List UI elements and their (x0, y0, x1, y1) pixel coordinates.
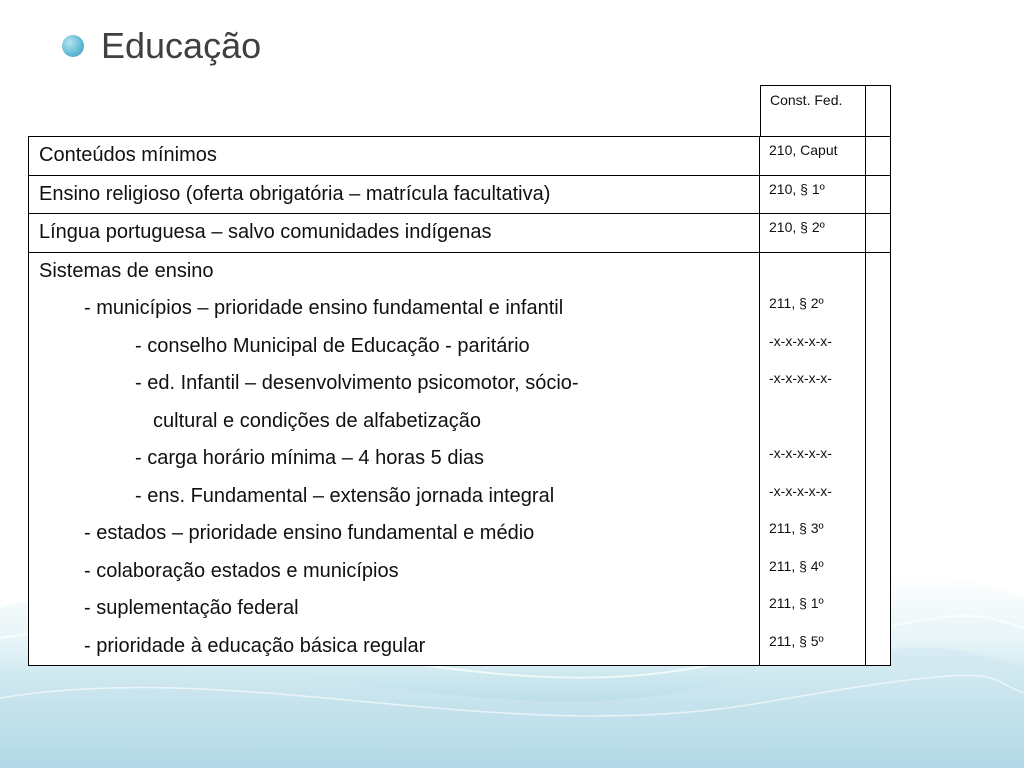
article-reference: 211, § 5º (769, 632, 824, 649)
bullet-icon (62, 35, 84, 57)
topic-cell (29, 176, 760, 214)
topic-text: Sistemas de ensino (39, 259, 214, 282)
topic-text: Ensino religioso (oferta obrigatória – matrícula facultativa) (39, 182, 551, 205)
empty-cell (866, 253, 890, 666)
topic-text: cultural e condições de alfabetização (153, 409, 481, 432)
topic-text: - municípios – prioridade ensino fundamental e infantil (84, 297, 564, 319)
topic-text: - ens. Fundamental – extensão jornada integral (135, 484, 555, 507)
topic-cell (29, 253, 760, 666)
article-reference: -x-x-x-x-x- (769, 370, 832, 386)
article-reference (760, 253, 865, 291)
reference-cell (760, 253, 866, 666)
topic-text: - estados – prioridade ensino fundamental e médio (84, 522, 535, 544)
article-reference: 211, § 3º (769, 520, 824, 536)
topic-text: - ed. Infantil – desenvolvimento psicomotor, sócio- (135, 372, 579, 394)
column-header-extra (866, 85, 891, 136)
article-reference: 210, § 2º (769, 219, 825, 235)
article-reference: 211, § 2º (769, 295, 824, 311)
topic-text: - colaboração estados e municípios (84, 559, 399, 582)
reference-cell (760, 137, 866, 175)
legislation-table (28, 136, 891, 666)
article-reference: -x-x-x-x-x- (769, 332, 832, 349)
topic-text: - suplementação federal (84, 597, 299, 619)
empty-cell (866, 137, 890, 175)
topic-cell (29, 214, 760, 252)
column-header-const-fed: Const. Fed. (760, 85, 866, 136)
table-row (28, 214, 891, 253)
article-reference: 210, § 1º (769, 180, 825, 197)
page-title: Educação (101, 25, 262, 66)
article-reference: 211, § 4º (769, 557, 824, 574)
topic-text: - prioridade à educação básica regular (84, 634, 426, 657)
article-reference: 210, Caput (769, 142, 838, 158)
reference-cell (760, 214, 866, 252)
topic-text: Conteúdos mínimos (39, 144, 217, 166)
empty-cell (866, 214, 890, 252)
topic-text: - conselho Municipal de Educação - paritário (135, 334, 530, 357)
table-row (28, 253, 891, 667)
article-reference: 211, § 1º (769, 595, 824, 611)
table-row (28, 176, 891, 215)
article-reference: -x-x-x-x-x- (769, 445, 832, 461)
empty-cell (866, 176, 890, 214)
topic-cell (29, 137, 760, 175)
table-row (28, 136, 891, 176)
reference-cell (760, 176, 866, 214)
article-reference (760, 403, 865, 441)
topic-text: - carga horário mínima – 4 horas 5 dias (135, 447, 485, 469)
title-row (62, 24, 261, 68)
article-reference: -x-x-x-x-x- (769, 482, 832, 499)
topic-text: Língua portuguesa – salvo comunidades indígenas (39, 221, 492, 243)
